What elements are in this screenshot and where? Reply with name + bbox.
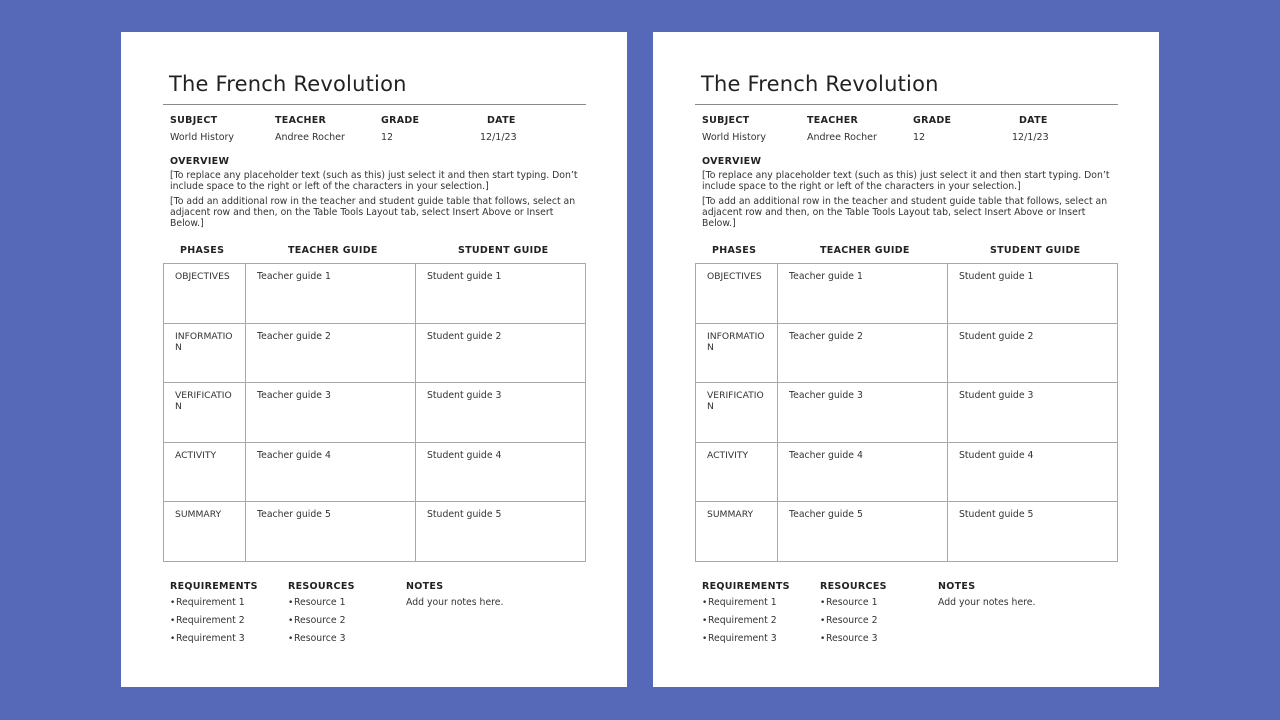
teacher-guide-cell[interactable]: Teacher guide 2 xyxy=(246,323,416,383)
list-item[interactable] xyxy=(170,597,258,615)
resources-label: RESOURCES xyxy=(820,581,887,592)
student-guide-header: STUDENT GUIDE xyxy=(990,245,1081,256)
requirements-section xyxy=(170,581,258,651)
subject-label: SUBJECT xyxy=(170,115,218,126)
bullet-icon: • xyxy=(288,598,294,608)
subject-value[interactable]: World History xyxy=(170,132,235,143)
table-row xyxy=(164,383,586,443)
overview-label: OVERVIEW xyxy=(702,156,762,167)
date-value[interactable]: 12/1/23 xyxy=(1012,132,1049,143)
lesson-meta xyxy=(702,115,1122,147)
notes-label: NOTES xyxy=(938,581,976,592)
date-label: DATE xyxy=(487,115,516,126)
date-value[interactable]: 12/1/23 xyxy=(480,132,517,143)
teacher-label: TEACHER xyxy=(807,115,859,126)
teacher-guide-cell[interactable]: Teacher guide 5 xyxy=(246,502,416,562)
resource-text: Resource 2 xyxy=(294,615,346,626)
table-row xyxy=(696,383,1118,443)
teacher-guide-cell[interactable]: Teacher guide 3 xyxy=(778,383,948,443)
title-divider xyxy=(163,104,586,105)
subject-field xyxy=(702,115,766,143)
phase-cell[interactable]: OBJECTIVES xyxy=(696,264,778,324)
student-guide-cell[interactable]: Student guide 3 xyxy=(416,383,586,443)
phase-cell[interactable]: INFORMATION xyxy=(696,323,778,383)
grade-value[interactable]: 12 xyxy=(381,132,394,143)
student-guide-header: STUDENT GUIDE xyxy=(458,245,549,256)
overview-paragraph[interactable]: [To add an additional row in the teacher and student guide table that follows, select an adjacent row and then, on the Table Tools Layout tab, select Insert Above or Insert Below.] xyxy=(170,196,576,229)
teacher-value[interactable]: Andree Rocher xyxy=(807,132,877,143)
list-item[interactable] xyxy=(170,615,258,633)
resource-text: Resource 3 xyxy=(294,633,346,644)
student-guide-cell[interactable]: Student guide 4 xyxy=(948,442,1118,502)
requirement-text: Requirement 1 xyxy=(708,597,777,608)
bullet-icon: • xyxy=(820,634,826,644)
lesson-meta xyxy=(170,115,590,147)
phase-cell[interactable]: VERIFICATION xyxy=(696,383,778,443)
list-item[interactable] xyxy=(288,633,355,651)
teacher-value[interactable]: Andree Rocher xyxy=(275,132,345,143)
teacher-guide-header: TEACHER GUIDE xyxy=(288,245,378,256)
teacher-guide-cell[interactable]: Teacher guide 5 xyxy=(778,502,948,562)
phases-header: PHASES xyxy=(180,245,225,256)
student-guide-cell[interactable]: Student guide 3 xyxy=(948,383,1118,443)
overview-section xyxy=(702,156,1112,233)
teacher-guide-cell[interactable]: Teacher guide 4 xyxy=(778,442,948,502)
list-item[interactable] xyxy=(702,615,790,633)
student-guide-cell[interactable]: Student guide 2 xyxy=(416,323,586,383)
student-guide-cell[interactable]: Student guide 4 xyxy=(416,442,586,502)
bullet-icon: • xyxy=(170,634,176,644)
date-field xyxy=(1012,115,1049,143)
table-row xyxy=(164,323,586,383)
phase-cell[interactable]: SUMMARY xyxy=(164,502,246,562)
date-field xyxy=(480,115,517,143)
teacher-guide-cell[interactable]: Teacher guide 1 xyxy=(778,264,948,324)
overview-label: OVERVIEW xyxy=(170,156,230,167)
student-guide-cell[interactable]: Student guide 5 xyxy=(948,502,1118,562)
student-guide-cell[interactable]: Student guide 2 xyxy=(948,323,1118,383)
teacher-guide-cell[interactable]: Teacher guide 1 xyxy=(246,264,416,324)
phase-cell[interactable]: ACTIVITY xyxy=(164,442,246,502)
resource-text: Resource 2 xyxy=(826,615,878,626)
bullet-icon: • xyxy=(702,616,708,626)
table-row xyxy=(696,264,1118,324)
requirement-text: Requirement 2 xyxy=(708,615,777,626)
table-row xyxy=(164,442,586,502)
resources-section xyxy=(820,581,887,651)
guide-table xyxy=(695,263,1118,562)
phase-cell[interactable]: SUMMARY xyxy=(696,502,778,562)
teacher-guide-cell[interactable]: Teacher guide 3 xyxy=(246,383,416,443)
notes-text[interactable]: Add your notes here. xyxy=(406,597,504,608)
teacher-guide-header: TEACHER GUIDE xyxy=(820,245,910,256)
requirements-section xyxy=(702,581,790,651)
resources-list xyxy=(288,597,355,651)
notes-section xyxy=(938,581,1035,608)
list-item[interactable] xyxy=(820,597,887,615)
notes-label: NOTES xyxy=(406,581,444,592)
phases-header: PHASES xyxy=(712,245,757,256)
requirement-text: Requirement 1 xyxy=(176,597,245,608)
resources-section xyxy=(288,581,355,651)
subject-value[interactable]: World History xyxy=(702,132,767,143)
overview-paragraph[interactable]: [To replace any placeholder text (such as this) just select it and then start typing. Don’t include space to the right or left of the characters in your selection.] xyxy=(702,170,1110,192)
resources-label: RESOURCES xyxy=(288,581,355,592)
student-guide-cell[interactable]: Student guide 1 xyxy=(948,264,1118,324)
bullet-icon: • xyxy=(288,616,294,626)
bullet-icon: • xyxy=(820,598,826,608)
teacher-guide-cell[interactable]: Teacher guide 4 xyxy=(246,442,416,502)
requirements-label: REQUIREMENTS xyxy=(170,581,258,592)
document-page-1 xyxy=(121,32,627,687)
title-divider xyxy=(695,104,1118,105)
requirement-text: Requirement 3 xyxy=(708,633,777,644)
notes-section xyxy=(406,581,503,608)
subject-field xyxy=(170,115,234,143)
phase-cell[interactable]: OBJECTIVES xyxy=(164,264,246,324)
overview-paragraph[interactable]: [To replace any placeholder text (such as this) just select it and then start typing. Don’t include space to the right or left of the characters in your selection.] xyxy=(170,170,578,192)
grade-value[interactable]: 12 xyxy=(913,132,926,143)
list-item[interactable] xyxy=(170,633,258,651)
guide-table-header xyxy=(163,245,586,259)
phase-cell[interactable]: ACTIVITY xyxy=(696,442,778,502)
overview-paragraph[interactable]: [To add an additional row in the teacher and student guide table that follows, select an adjacent row and then, on the Table Tools Layout tab, select Insert Above or Insert Below.] xyxy=(702,196,1108,229)
bullet-icon: • xyxy=(170,598,176,608)
list-item[interactable] xyxy=(288,615,355,633)
page-title[interactable]: The French Revolution xyxy=(701,72,939,96)
requirements-list xyxy=(702,597,790,651)
guide-table xyxy=(163,263,586,562)
requirement-text: Requirement 3 xyxy=(176,633,245,644)
table-row xyxy=(164,264,586,324)
page-title[interactable]: The French Revolution xyxy=(169,72,407,96)
table-row xyxy=(164,502,586,562)
list-item[interactable] xyxy=(702,633,790,651)
grade-field xyxy=(913,115,951,143)
resource-text: Resource 3 xyxy=(826,633,878,644)
bullet-icon: • xyxy=(170,616,176,626)
overview-section xyxy=(170,156,580,233)
requirements-list xyxy=(170,597,258,651)
grade-label: GRADE xyxy=(381,115,420,126)
table-row xyxy=(696,502,1118,562)
notes-text[interactable]: Add your notes here. xyxy=(938,597,1036,608)
subject-label: SUBJECT xyxy=(702,115,750,126)
resource-text: Resource 1 xyxy=(294,597,346,608)
list-item[interactable] xyxy=(702,597,790,615)
list-item[interactable] xyxy=(820,615,887,633)
bullet-icon: • xyxy=(820,616,826,626)
phase-cell[interactable]: INFORMATION xyxy=(164,323,246,383)
teacher-field xyxy=(807,115,877,143)
bullet-icon: • xyxy=(702,598,708,608)
teacher-guide-cell[interactable]: Teacher guide 2 xyxy=(778,323,948,383)
bullet-icon: • xyxy=(288,634,294,644)
bullet-icon: • xyxy=(702,634,708,644)
phase-cell[interactable]: VERIFICATION xyxy=(164,383,246,443)
guide-table-header xyxy=(695,245,1118,259)
date-label: DATE xyxy=(1019,115,1048,126)
resource-text: Resource 1 xyxy=(826,597,878,608)
table-row xyxy=(696,323,1118,383)
requirement-text: Requirement 2 xyxy=(176,615,245,626)
list-item[interactable] xyxy=(820,633,887,651)
requirements-label: REQUIREMENTS xyxy=(702,581,790,592)
grade-field xyxy=(381,115,419,143)
list-item[interactable] xyxy=(288,597,355,615)
teacher-label: TEACHER xyxy=(275,115,327,126)
student-guide-cell[interactable]: Student guide 1 xyxy=(416,264,586,324)
teacher-field xyxy=(275,115,345,143)
student-guide-cell[interactable]: Student guide 5 xyxy=(416,502,586,562)
document-page-2 xyxy=(653,32,1159,687)
grade-label: GRADE xyxy=(913,115,952,126)
resources-list xyxy=(820,597,887,651)
table-row xyxy=(696,442,1118,502)
